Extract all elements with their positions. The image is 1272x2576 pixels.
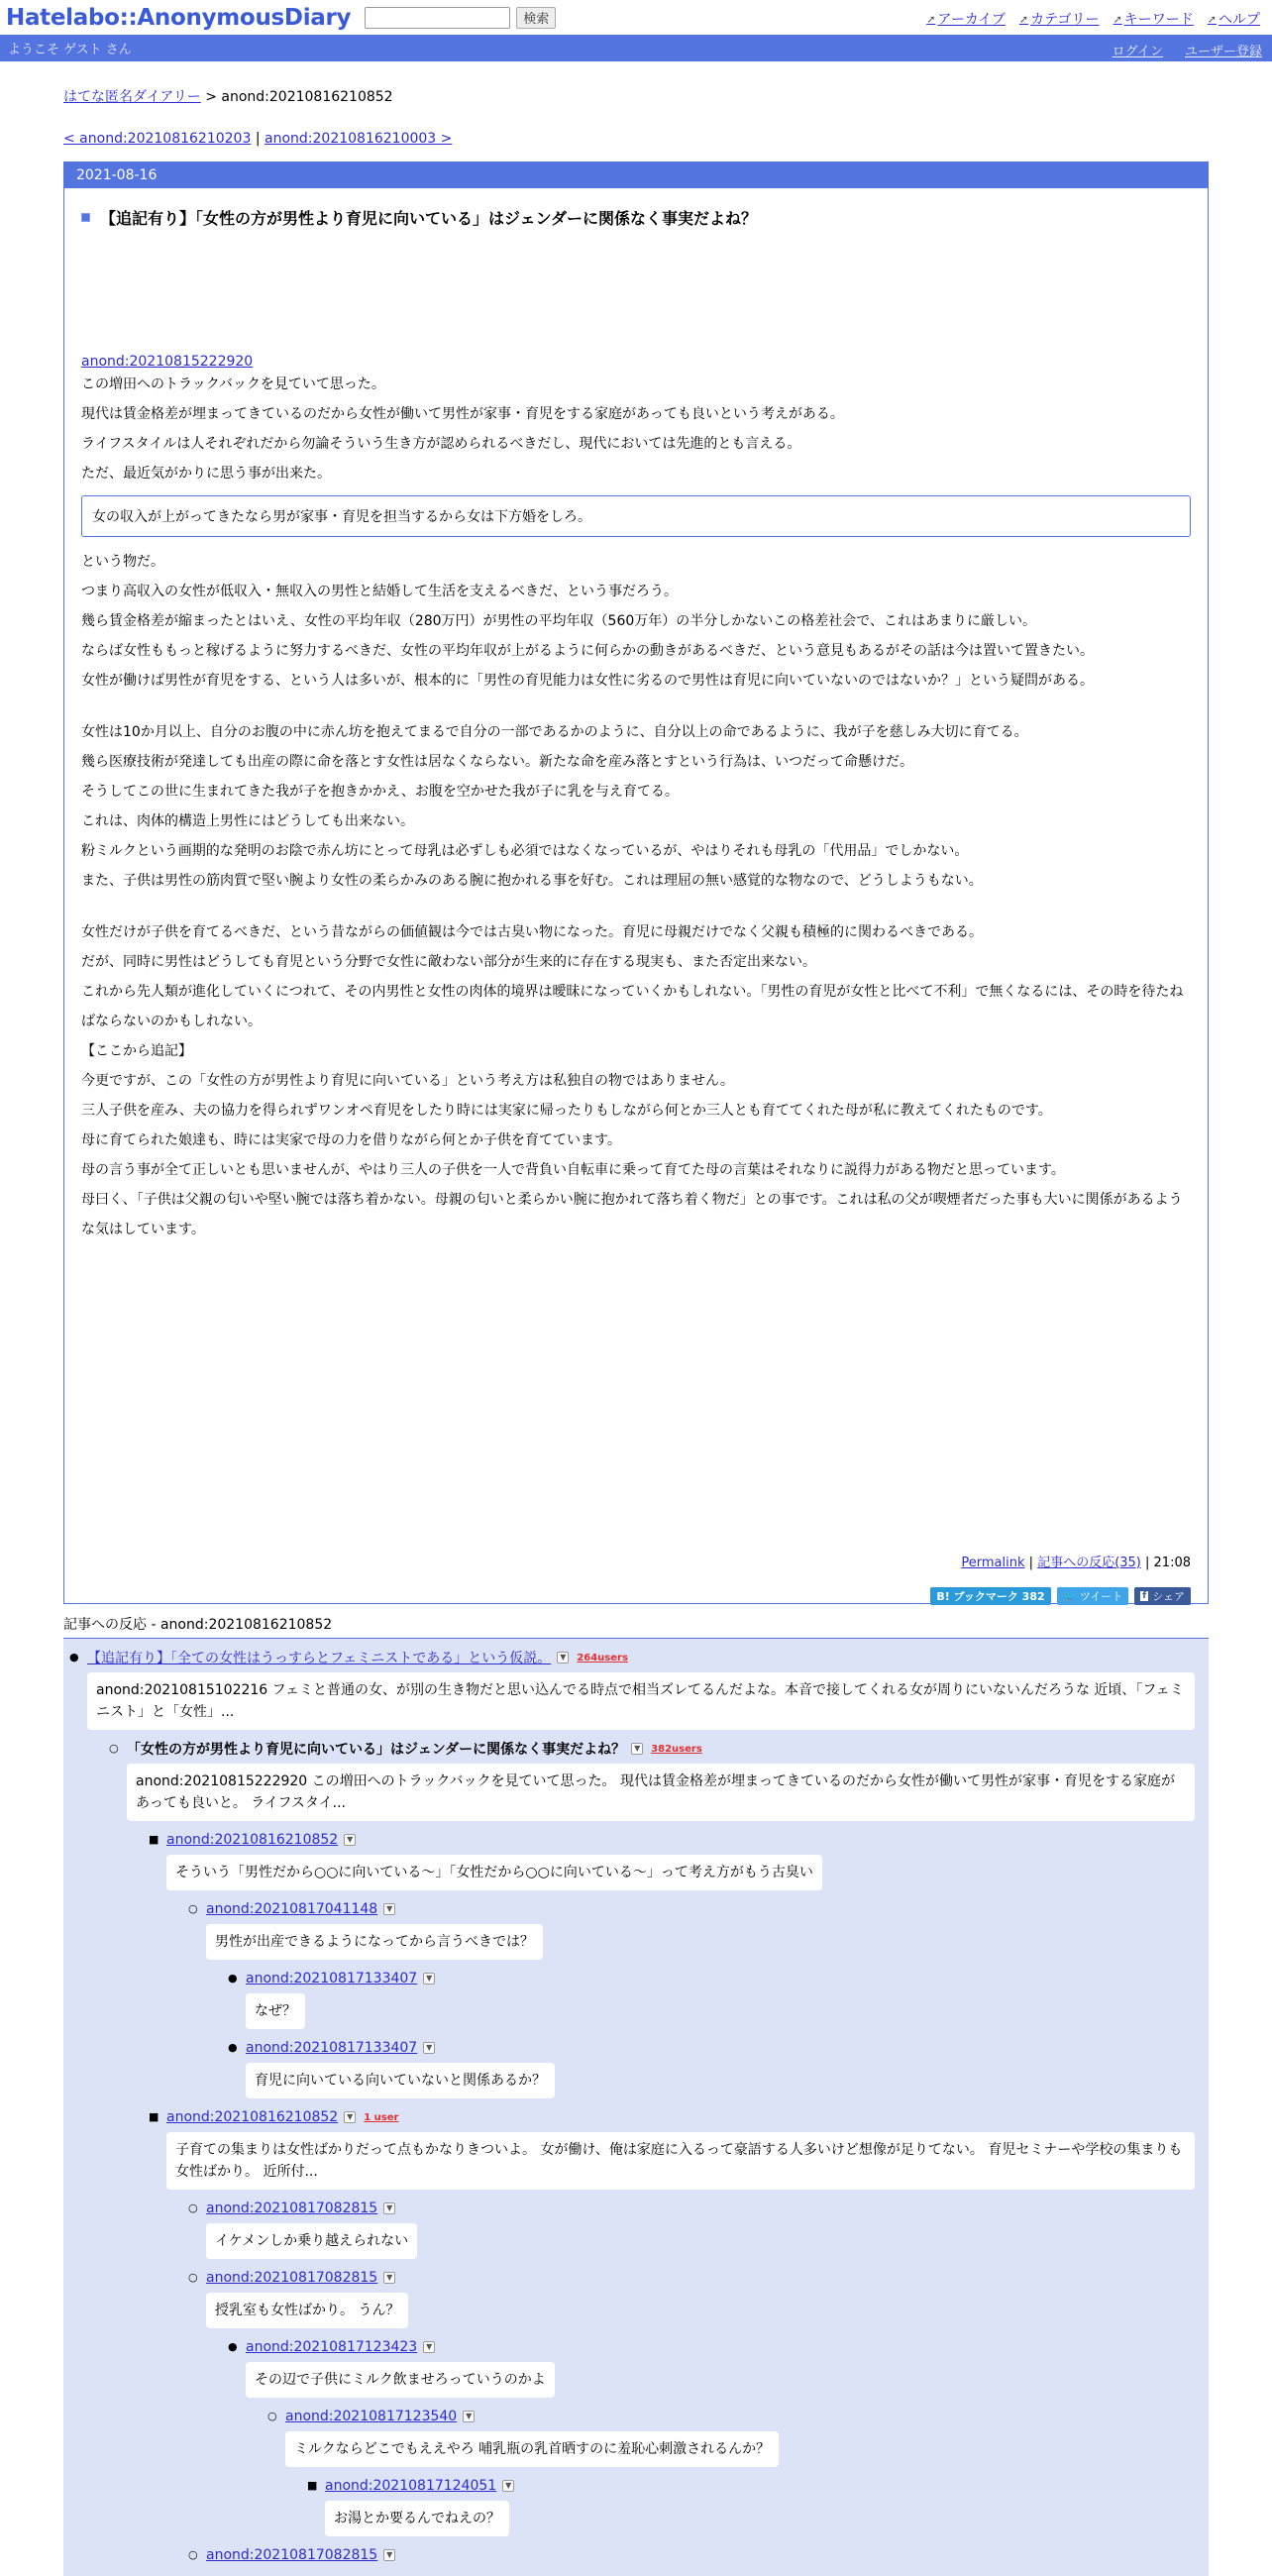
dropdown-icon[interactable]: ▼	[383, 2202, 395, 2214]
prev-entry-link[interactable]: < anond:20210816210203	[63, 131, 252, 147]
paragraph: そうしてこの世に生まれてきた我が子を抱きかかえ、お腹を空かせた我が子に乳を与え育てる。	[81, 784, 679, 800]
paragraph: 女性は10か月以上、自分のお腹の中に赤ん坊を抱えてまるで自分の一部であるかのように、自分以上の命であるように、我が子を慈しみ大切に育てる。	[81, 724, 1028, 740]
paragraph: また、子供は男性の筋肉質で堅い腕より女性の柔らかみのある腕に抱かれる事を好む。これは理屈の無い感覚的な物なので、どうしようもない。	[81, 873, 983, 889]
reaction-head	[325, 2475, 1209, 2497]
welcome-text: ようこそ ゲスト さん	[8, 43, 132, 57]
dropdown-icon[interactable]: ▼	[383, 2549, 395, 2561]
reaction-head	[246, 2336, 1209, 2358]
bullet-icon: ■	[149, 2110, 159, 2123]
paragraph: この増田へのトラックバックを見ていて思った。	[81, 376, 385, 392]
paragraph: 女性だけが子供を育てるべきだ、という昔ながらの価値観は今では古臭い物になった。育児に母親だけでなく父親も積極的に関わるべきである。	[81, 924, 983, 940]
paragraph: 女性が働けば男性が育児をする、という人は多いが、根本的に「男性の育児能力は女性に劣るので男性は育児に向いていないのではないか？」という疑問がある。	[81, 673, 1094, 689]
reaction-link[interactable]: anond:20210817082815	[206, 2547, 378, 2563]
reaction-link[interactable]: 【追記有り】「全ての女性はうっすらとフェミニストである」という仮説。	[87, 1651, 552, 1666]
dropdown-icon[interactable]: ▼	[344, 2111, 356, 2123]
reaction-head	[246, 2037, 1209, 2059]
reaction-item	[109, 1738, 1209, 1821]
reaction-item	[188, 2198, 1209, 2267]
reaction-excerpt: そういう「男性だから○○に向いている～」「女性だから○○に向いている～」って考え方がもう古臭い	[166, 1855, 822, 1890]
reaction-tree	[63, 1639, 1209, 2576]
reaction-head	[127, 1738, 1209, 1760]
reactions-link[interactable]: 記事への反応(35)	[1037, 1556, 1141, 1570]
reaction-head	[206, 2198, 1209, 2219]
dropdown-icon[interactable]: ▼	[557, 1652, 569, 1664]
login-link[interactable]: ログイン	[1112, 45, 1163, 59]
reaction-excerpt: 男性が出産できるようになってから言うべきでは？	[206, 1924, 543, 1960]
register-link[interactable]: ユーザー登録	[1184, 45, 1262, 59]
next-entry-link[interactable]: anond:20210816210003 >	[265, 131, 453, 147]
reaction-excerpt: イケメンしか乗り越えられない	[206, 2223, 417, 2259]
bullet-icon: ■	[149, 1833, 159, 1846]
paragraph: ただ、最近気がかりに思う事が出来た。	[81, 466, 331, 482]
reaction-link[interactable]: 「女性の方が男性より育児に向いている」はジェンダーに関係なく事実だよね？	[127, 1742, 626, 1758]
breadcrumb-current: anond:20210816210852	[221, 89, 393, 105]
bullet-icon: ●	[228, 1972, 238, 1985]
dropdown-icon[interactable]: ▼	[383, 2272, 395, 2284]
entry-time: 21:08	[1153, 1556, 1191, 1570]
reaction-head	[166, 2106, 1209, 2128]
reaction-link[interactable]: anond:20210817124051	[325, 2478, 497, 2494]
square-icon[interactable]	[81, 213, 90, 222]
dropdown-icon[interactable]: ▼	[383, 1903, 395, 1915]
reaction-excerpt: ミルクならどこでもええやろ 哺乳瓶の乳首晒すのに羞恥心刺激されるんか？	[285, 2431, 779, 2467]
entry-footer: Permalink | 記事への反応(35) | 21:08	[961, 1556, 1191, 1570]
arrow-icon: ➚	[926, 12, 936, 26]
paragraph: つまり高収入の女性が低収入・無収入の男性と結婚して生活を支えるべきだ、という事だろう。	[81, 584, 678, 599]
reaction-item	[228, 2037, 1209, 2106]
paragraph: 現代は賃金格差が埋まってきているのだから女性が働いて男性が家事・育児をする家庭があっても良いという考えがある。	[81, 406, 844, 422]
bullet-icon: ●	[228, 2041, 238, 2054]
reaction-link[interactable]: anond:20210816210852	[166, 1832, 339, 1848]
reaction-excerpt: 子育ての集まりは女性ばかりだって点もかなりきついよ。 女が働け、俺は家庭に入るって豪語する人多いけど想像が足りてない。 育児セミナーや学校の集まりも女性ばかり。 近所付...	[166, 2132, 1195, 2190]
reaction-head	[246, 1968, 1209, 1989]
reaction-head	[285, 2406, 1209, 2427]
reaction-head	[206, 2267, 1209, 2289]
reaction-excerpt: anond:20210815102216 フェミと普通の女、が別の生き物だと思い込んでる時点で相当ズレてるんだよな。本音で接してくれる女が周りにいないんだろうな 近頃、「フェミニスト」と「女性」...	[87, 1672, 1195, 1730]
search-input[interactable]	[365, 7, 510, 29]
dropdown-icon[interactable]: ▼	[463, 2411, 475, 2422]
entry-paragraphs-2	[81, 547, 1191, 1244]
blockquote: 女の収入が上がってきたなら男が家事・育児を担当するから女は下方婚をしろ。	[81, 495, 1191, 537]
paragraph: ならば女性ももっと稼げるように努力するべきだ、女性の平均年収が上がるように何らかの動きがあるべきだ、という意見もあるがその話は今は置いて置きたい。	[81, 643, 1094, 659]
paragraph: これは、肉体的構造上男性にはどうしても出来ない。	[81, 813, 414, 829]
dropdown-icon[interactable]: ▼	[344, 1834, 356, 1846]
reaction-excerpt: その辺で子供にミルク飲ませろっていうのかよ	[246, 2362, 555, 2398]
reaction-link[interactable]: anond:20210817123540	[285, 2409, 458, 2424]
reaction-item	[228, 2336, 1209, 2406]
top-nav	[926, 9, 1260, 29]
paragraph: 幾ら賃金格差が縮まったとはいえ、女性の平均年収（280万円）が男性の平均年収（560万年）の半分しかないこの格差社会で、これはあまりに厳しい。	[81, 613, 1036, 629]
dropdown-icon[interactable]: ▼	[631, 1743, 643, 1755]
bookmark-button[interactable]: B! ブックマーク 382	[930, 1587, 1050, 1605]
bullet-icon: ○	[267, 2410, 277, 2422]
reaction-head	[206, 1898, 1209, 1920]
anchor-link[interactable]: anond:20210815222920	[81, 354, 254, 370]
paragraph: ライフスタイルは人それぞれだから勿論そういう生き方が認められるべきだし、現代においては先進的とも言える。	[81, 436, 801, 452]
reaction-head	[166, 1829, 1209, 1851]
paragraph: これから先人類が進化していくにつれて、その内男性と女性の肉体的境界は曖昧になっていくかもしれない。「男性の育児が女性と比べて不利」で無くなるには、その時を待たねばならないのかもしれない。	[81, 984, 1184, 1029]
entry-paragraphs-1	[81, 370, 1191, 488]
paragraph: 今更ですが、この「女性の方が男性より育児に向いている」という考え方は私独自の物ではありません。	[81, 1073, 734, 1089]
bookmark-users-badge[interactable]: 382users	[651, 1743, 702, 1755]
paragraph: 【ここから追記】	[81, 1043, 192, 1059]
dropdown-icon[interactable]: ▼	[502, 2480, 514, 2492]
entry-date: 2021-08-16	[64, 162, 1208, 188]
share-buttons	[930, 1587, 1191, 1605]
paragraph: 粉ミルクという画期的な発明のお陰で赤ん坊にとって母乳は必ずしも必須ではなくなっているが、やはりそれも母乳の「代用品」でしかない。	[81, 843, 969, 859]
reaction-link[interactable]: anond:20210817133407	[246, 1971, 418, 1986]
reaction-excerpt: 授乳室も女性ばかり。 うん？	[206, 2293, 408, 2328]
reactions-title: 記事への反応 - anond:20210816210852	[63, 1614, 1209, 1639]
bullet-icon: ■	[307, 2479, 318, 2492]
reaction-item	[149, 2106, 1209, 2190]
bullet-icon: ○	[188, 1902, 198, 1915]
paragraph: 幾ら医療技術が発達しても出産の際に命を落とす女性は居なくならない。新たな命を産み落とすという行為は、いつだって命懸けだ。	[81, 754, 913, 770]
facebook-icon: f	[1142, 1591, 1147, 1601]
bookmark-users-badge[interactable]: 1 user	[364, 2111, 399, 2123]
reaction-item	[69, 1647, 1209, 1730]
entry	[63, 161, 1209, 1604]
reaction-excerpt: anond:20210815222920 この増田へのトラックバックを見ていて思った。 現代は賃金格差が埋まってきているのだから女性が働いて男性が家事・育児をする家庭があっても良いと。 ライフスタイ...	[127, 1764, 1195, 1821]
entry-pager	[63, 131, 1209, 147]
reaction-item	[228, 1968, 1209, 2037]
nav-category[interactable]: ➚ カテゴリー	[1018, 12, 1100, 28]
paragraph: 母の言う事が全て正しいとも思いませんが、やはり三人の子供を一人で背負い自転車に乗って育てた母の言葉はそれなりに説得力がある物だと思っています。	[81, 1162, 1065, 1178]
entry-body	[64, 188, 1208, 1603]
bullet-icon: ●	[69, 1651, 79, 1664]
entry-title: 【追記有り】「女性の方が男性より育児に向いている」はジェンダーに関係なく事実だよね？	[81, 206, 1191, 229]
tweet-button[interactable]: 🐦 ツイート	[1057, 1587, 1129, 1605]
facebook-share-button[interactable]: f シェア	[1134, 1587, 1191, 1605]
reaction-excerpt: なぜ？	[246, 1993, 305, 2029]
nav-keyword[interactable]: ➚ キーワード	[1113, 12, 1194, 28]
bookmark-users-badge[interactable]: 264users	[577, 1652, 628, 1664]
bullet-icon: ●	[228, 2340, 238, 2353]
dropdown-icon[interactable]: ▼	[423, 2042, 435, 2054]
reaction-item	[188, 2267, 1209, 2336]
reaction-link[interactable]: anond:20210817123423	[246, 2339, 418, 2355]
blank-line	[81, 696, 1191, 717]
nav-archive[interactable]: ➚ アーカイブ	[926, 12, 1006, 28]
bullet-icon: ○	[188, 2548, 198, 2561]
breadcrumb-home[interactable]: はてな匿名ダイアリー	[63, 89, 201, 105]
reaction-item	[188, 2544, 1209, 2566]
bullet-icon: ○	[109, 1742, 119, 1755]
reaction-link[interactable]: anond:20210817082815	[206, 2200, 378, 2216]
reaction-link[interactable]: anond:20210816210852	[166, 2109, 339, 2125]
paragraph: という物だ。	[81, 554, 164, 570]
reaction-head	[206, 2544, 1209, 2566]
paragraph: 母曰く、「子供は父親の匂いや堅い腕では落ち着かない。母親の匂いと柔らかい腕に抱かれて落ち着く物だ」との事です。これは私の父が喫煙者だった事も大いに関係があるような気はしています。	[81, 1192, 1183, 1237]
dropdown-icon[interactable]: ▼	[423, 2341, 435, 2353]
reaction-item	[188, 1898, 1209, 1968]
nav-help[interactable]: ➚ ヘルプ	[1207, 12, 1260, 28]
site-logo[interactable]: Hatelabo::AnonymousDiary	[6, 4, 352, 31]
paragraph: 三人子供を産み、夫の協力を得られずワンオペ育児をしたり時には実家に帰ったりもしながら何とか三人とも育ててくれた母が私に教えてくれたものです。	[81, 1103, 1052, 1119]
pager-sep: |	[255, 131, 261, 147]
reaction-excerpt: お湯とか要るんでねえの？	[325, 2501, 509, 2536]
top-bar	[0, 0, 1272, 35]
blank-line	[81, 896, 1191, 917]
bird-icon: 🐦	[1062, 1589, 1080, 1603]
arrow-icon: ➚	[1207, 12, 1217, 26]
paragraph: 母に育てられた娘達も、時には実家で母の力を借りながら何とか子供を育てています。	[81, 1132, 621, 1148]
bullet-icon: ○	[188, 2201, 198, 2214]
reaction-head	[87, 1647, 1209, 1668]
reaction-item	[307, 2475, 1209, 2544]
paragraph: だが、同時に男性はどうしても育児という分野で女性に敵わない部分が生来的に存在する現実も、また否定出来ない。	[81, 954, 816, 970]
breadcrumb	[63, 86, 1209, 106]
arrow-icon: ➚	[1113, 12, 1122, 26]
dropdown-icon[interactable]: ▼	[423, 1973, 435, 1985]
reaction-excerpt: 育児に向いている向いていないと関係あるか？	[246, 2063, 555, 2098]
reaction-item	[267, 2406, 1209, 2475]
bullet-icon: ○	[188, 2271, 198, 2284]
permalink[interactable]: Permalink	[961, 1556, 1025, 1570]
arrow-icon: ➚	[1018, 12, 1029, 26]
reaction-item	[149, 1829, 1209, 1898]
search-button[interactable]: 検索	[516, 7, 556, 29]
reaction-link[interactable]: anond:20210817041148	[206, 1901, 378, 1917]
user-bar	[0, 35, 1272, 61]
reaction-link[interactable]: anond:20210817133407	[246, 2040, 418, 2056]
breadcrumb-sep: >	[205, 89, 217, 105]
reaction-link[interactable]: anond:20210817082815	[206, 2270, 378, 2286]
